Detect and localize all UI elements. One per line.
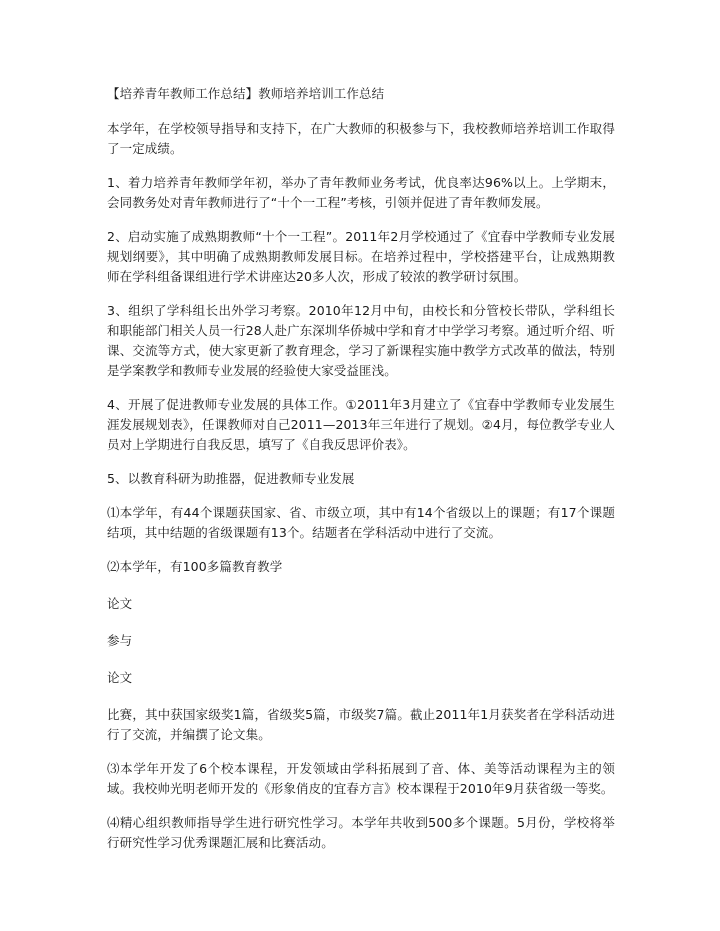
item-1-paragraph: ⑴本学年，有44个课题获国家、省、市级立项，其中有14个省级以上的课题；有17个课题结项，其中结题的省级课题有13个。结题者在学科活动中进行了交流。 <box>107 505 615 540</box>
section-2-paragraph: 2、启动实施了成熟期教师“十个一工程”。2011年2月学校通过了《宜春中学教师专业发展规划纲要》，其中明确了成熟期教师发展目标。在培养过程中，学校搭建平台，让成熟期教师在学科组备课组进行学术讲座达20多人次，形成了较浓的教学研讨氛围。 <box>107 229 615 284</box>
word-lunwen-1: 论文 <box>107 596 133 611</box>
item-2-paragraph: ⑵本学年，有100多篇教育教学 <box>107 559 283 574</box>
word-lunwen-2: 论文 <box>107 670 133 685</box>
item-4-paragraph: ⑷精心组织教师指导学生进行研究性学习。本学年共收到500多个课题。5月份，学校将举行研究性学习优秀课题汇展和比赛活动。 <box>107 815 615 850</box>
competition-paragraph: 比赛，其中获国家级奖1篇，省级奖5篇，市级奖7篇。截止2011年1月获奖者在学科活动进行了交流，并编撰了论文集。 <box>107 707 615 742</box>
section-1-paragraph: 1、着力培养青年教师学年初，举办了青年教师业务考试，优良率达96%以上。上学期末，会同教务处对青年教师进行了“十个一工程”考核，引领并促进了青年教师发展。 <box>107 175 615 210</box>
section-5-heading: 5、以教育科研为助推器，促进教师专业发展 <box>107 471 355 486</box>
intro-paragraph: 本学年，在学校领导指导和支持下，在广大教师的积极参与下，我校教师培养培训工作取得了一定成绩。 <box>107 121 615 156</box>
section-3-paragraph: 3、组织了学科组长出外学习考察。2010年12月中旬，由校长和分管校长带队，学科组长和职能部门相关人员一行28人赴广东深圳华侨城中学和育才中学学习考察。通过听介绍、听课、交流等方式，使大家更新了教育理念，学习了新课程实施中教学方式改革的做法，特别是学案教学和教师专业发展的经验使大家受益匪浅。 <box>107 303 615 378</box>
document-title: 【培养青年教师工作总结】教师培养培训工作总结 <box>107 86 385 101</box>
item-3-paragraph: ⑶本学年开发了6个校本课程，开发领域由学科拓展到了音、体、美等活动课程为主的领域。我校帅光明老师开发的《形象俏皮的宜春方言》校本课程于2010年9月获省级一等奖。 <box>107 761 615 796</box>
section-4-paragraph: 4、开展了促进教师专业发展的具体工作。①2011年3月建立了《宜春中学教师专业发展生涯发展规划表》，任课教师对自己2011—2013年三年进行了规划。②4月，每位教学专业人员对上学期进行自我反思，填写了《自我反思评价表》。 <box>107 397 615 452</box>
document-page <box>107 84 615 853</box>
word-canyu: 参与 <box>107 633 133 648</box>
